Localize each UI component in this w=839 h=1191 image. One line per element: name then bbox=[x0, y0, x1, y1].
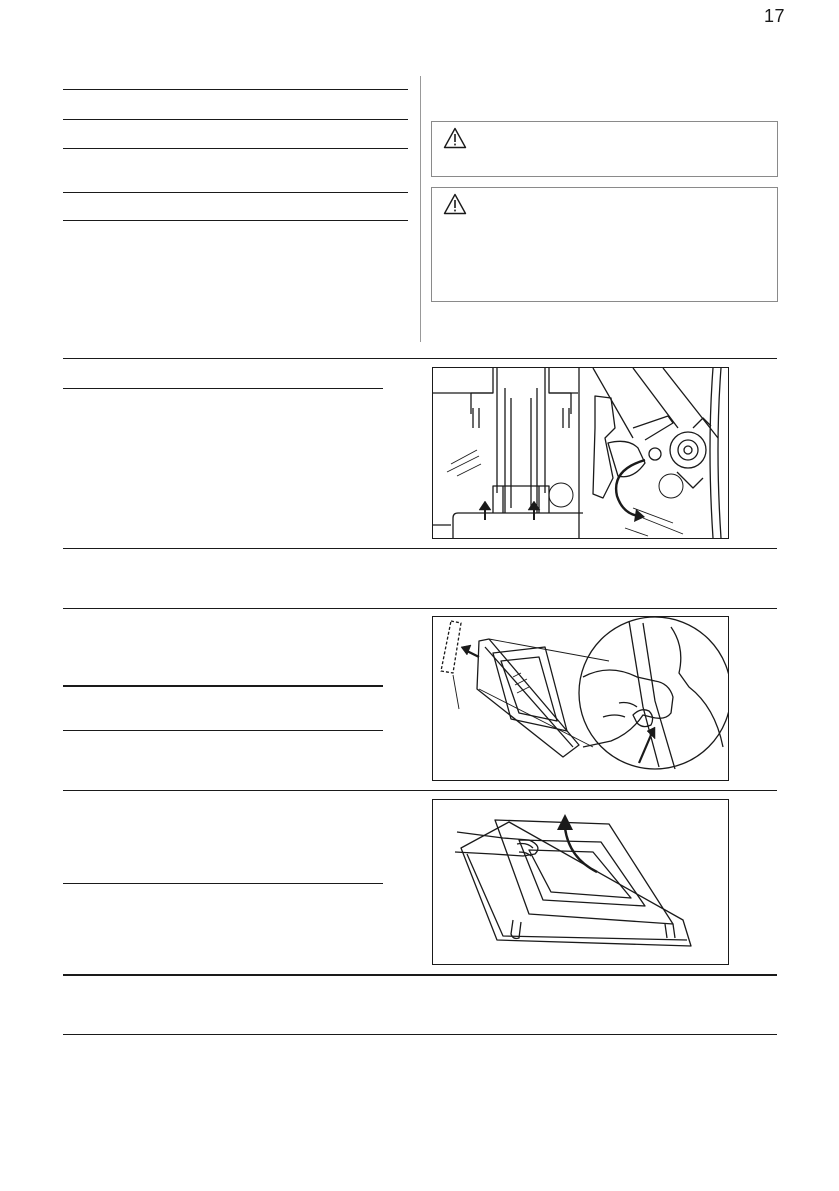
step-rule bbox=[63, 685, 383, 687]
warning-triangle-icon bbox=[443, 127, 467, 149]
warning-box bbox=[431, 187, 778, 302]
left-column-rule bbox=[63, 148, 408, 149]
arrow-icon bbox=[461, 645, 655, 763]
warning-box bbox=[431, 121, 778, 177]
callout-circle bbox=[549, 483, 573, 507]
left-column-rule bbox=[63, 119, 408, 120]
section-rule bbox=[63, 608, 777, 609]
section-rule bbox=[63, 548, 777, 549]
left-column-rule bbox=[63, 192, 408, 193]
section-rule bbox=[63, 1034, 777, 1035]
door-cover-removal-illustration bbox=[432, 616, 729, 781]
callout-circle bbox=[659, 474, 683, 498]
left-column-rule bbox=[63, 89, 408, 90]
column-divider bbox=[420, 76, 421, 342]
warning-triangle-icon bbox=[443, 193, 467, 215]
curved-arrow-icon bbox=[565, 828, 597, 872]
section-rule bbox=[63, 790, 777, 791]
step-rule bbox=[63, 730, 383, 731]
left-column-rule bbox=[63, 220, 408, 221]
section-rule bbox=[63, 358, 777, 359]
section-rule bbox=[63, 974, 777, 976]
step-rule bbox=[63, 883, 383, 884]
door-hinge-lever-illustration bbox=[432, 367, 729, 539]
page-number: 17 bbox=[764, 6, 786, 26]
step-rule bbox=[63, 388, 383, 389]
door-glass-panel-removal-illustration bbox=[432, 799, 729, 965]
